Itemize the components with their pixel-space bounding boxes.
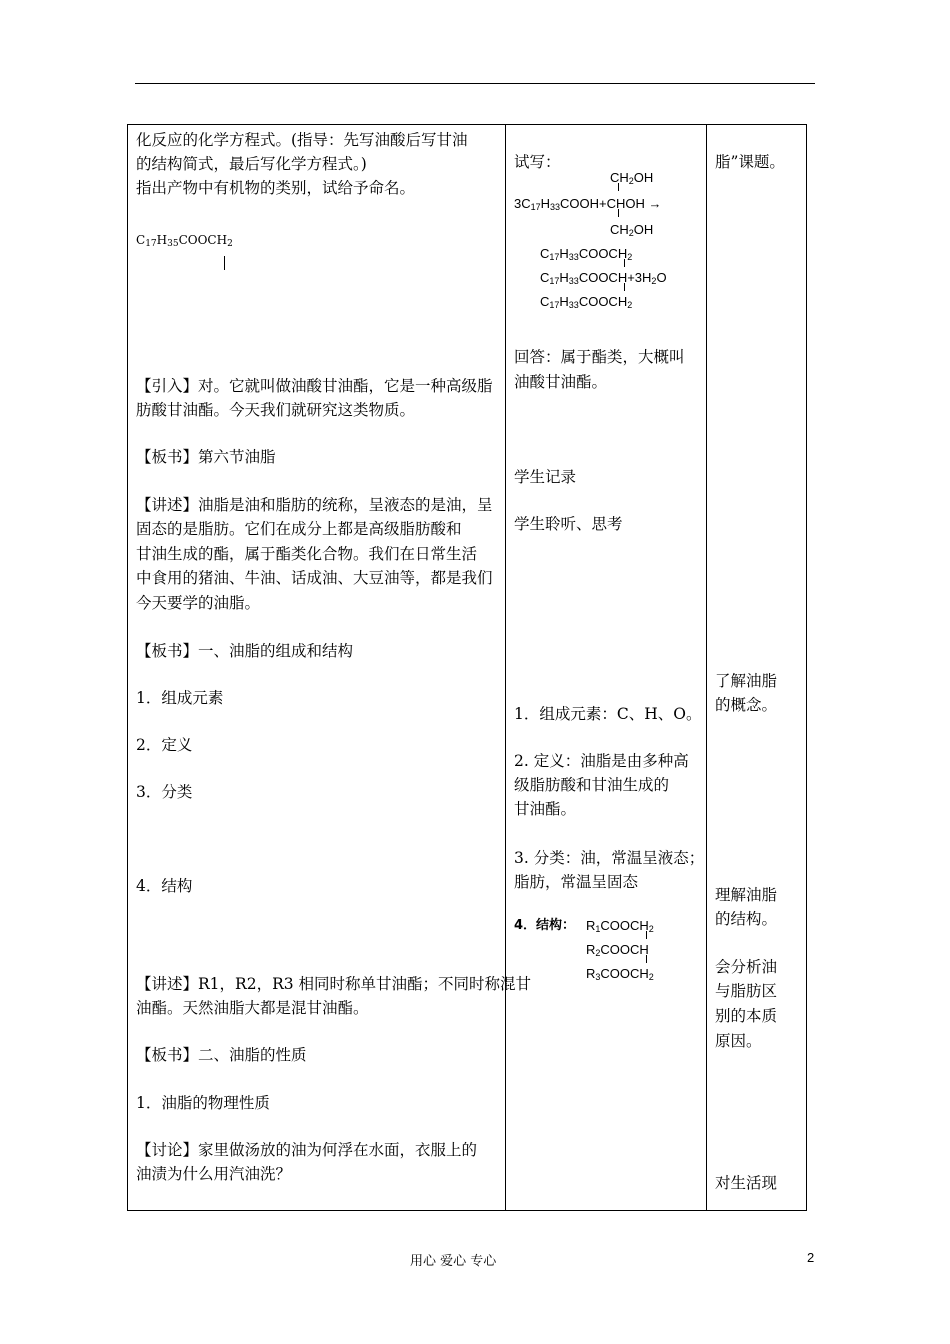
page-number: 2 bbox=[807, 1250, 815, 1265]
jiangshu-text: R1，R2，R3 相同时称单甘油酯；不同时称混甘 bbox=[198, 975, 532, 993]
taolun-text: 家里做汤放的油为何浮在水面，衣服上的 bbox=[198, 1141, 478, 1159]
jiangshu-line: 今天要学的油脂。 bbox=[136, 594, 261, 612]
product-line-2: C17H33COOCH+3H2O bbox=[540, 270, 667, 286]
right-column bbox=[715, 0, 803, 1210]
banshu-text: 一、油脂的组成和结构 bbox=[198, 642, 354, 660]
taolun-line: 油渍为什么用汽油洗？ bbox=[136, 1165, 292, 1183]
footer-motto: 用心 爱心 专心 bbox=[410, 1254, 497, 1269]
structure-line-3: R3COOCH2 bbox=[586, 966, 654, 982]
banshu-tag: 【板书】 bbox=[136, 1046, 199, 1064]
eq-ch2oh-top: CH2OH bbox=[610, 170, 654, 186]
goal-line: 对生活现 bbox=[715, 1174, 778, 1192]
column-divider-2 bbox=[706, 124, 707, 1210]
structure-label: 4．结构： bbox=[514, 918, 576, 933]
yinru-paragraph bbox=[136, 374, 493, 398]
jiangshu-line: 中食用的猪油、牛油、话成油、大豆油等，都是我们 bbox=[136, 569, 493, 587]
goal-line: 原因。 bbox=[715, 1032, 762, 1050]
product-line-3: C17H33COOCH2 bbox=[540, 294, 633, 310]
jiangshu-line: 固态的是脂肪。它们在成分上都是高级脂肪酸和 bbox=[136, 520, 462, 538]
list-item: 4．结构 bbox=[136, 877, 193, 895]
goal-line: 与脂肪区 bbox=[715, 982, 778, 1000]
jiangshu-paragraph bbox=[136, 493, 493, 517]
bond-line bbox=[618, 183, 619, 191]
intro-line: 化反应的化学方程式。(指导：先写油酸后写甘油 bbox=[136, 131, 468, 149]
student-listen: 学生聆听、思考 bbox=[514, 515, 623, 533]
answer-line: 回答：属于酯类，大概叫 bbox=[514, 348, 685, 366]
bond-line bbox=[618, 209, 619, 217]
intro-line: 的结构简式，最后写化学方程式。) bbox=[136, 155, 367, 173]
jiangshu-line: 甘油生成的酯，属于酯类化合物。我们在日常生活 bbox=[136, 545, 478, 563]
goal-line: 的概念。 bbox=[715, 696, 778, 714]
left-column bbox=[136, 0, 532, 1210]
intro-line: 指出产物中有机物的类别，试给予命名。 bbox=[136, 179, 416, 197]
list-item: 1．组成元素 bbox=[136, 689, 224, 707]
jiangshu-text: 油脂是油和脂肪的统称，呈液态的是油，呈 bbox=[198, 496, 493, 514]
banshu-text: 第六节油脂 bbox=[198, 448, 276, 466]
student-record: 学生记录 bbox=[514, 468, 577, 486]
banshu-heading bbox=[136, 639, 353, 663]
banshu-tag: 【板书】 bbox=[136, 642, 199, 660]
topic-end: 脂”课题。 bbox=[715, 153, 785, 171]
definition-line: 2. 定义：油脂是由多种高 bbox=[514, 752, 689, 770]
taolun-paragraph bbox=[136, 1138, 477, 1162]
definition-line: 甘油酯。 bbox=[514, 800, 577, 818]
jiangshu-paragraph bbox=[136, 972, 531, 996]
list-item: 2．定义 bbox=[136, 736, 193, 754]
jiangshu-tag: 【讲述】 bbox=[136, 496, 199, 514]
definition-line: 级脂肪酸和甘油生成的 bbox=[514, 776, 670, 794]
formula-partial: C17H35COOCH2 bbox=[136, 233, 233, 249]
bond-line bbox=[224, 256, 225, 270]
structure-line-2: R2COOCH bbox=[586, 942, 649, 958]
list-item: 1．油脂的物理性质 bbox=[136, 1094, 270, 1112]
answer-line: 油酸甘油酯。 bbox=[514, 373, 608, 391]
goal-line: 了解油脂 bbox=[715, 672, 778, 690]
arrow-icon: → bbox=[648, 196, 662, 211]
middle-column bbox=[514, 0, 705, 1210]
jiangshu-line: 油酯。天然油脂大都是混甘油酯。 bbox=[136, 999, 369, 1017]
yinru-line: 肪酸甘油酯。今天我们就研究这类物质。 bbox=[136, 401, 416, 419]
banshu-tag: 【板书】 bbox=[136, 448, 199, 466]
product-line-1: C17H33COOCH2 bbox=[540, 246, 633, 262]
eq-main: 3C17H33COOH+CHOH → bbox=[514, 196, 662, 212]
list-item: 3．分类 bbox=[136, 783, 193, 801]
eq-ch2oh-bottom: CH2OH bbox=[610, 222, 654, 238]
classification-line: 脂肪，常温呈固态 bbox=[514, 873, 639, 891]
column-divider-1 bbox=[505, 124, 506, 1210]
goal-line: 会分析油 bbox=[715, 958, 778, 976]
banshu-heading bbox=[136, 445, 276, 469]
goal-line: 别的本质 bbox=[715, 1007, 778, 1025]
goal-line: 理解油脂 bbox=[715, 886, 778, 904]
elements-note: 1．组成元素：C、H、O。 bbox=[514, 705, 702, 723]
yinru-tag: 【引入】 bbox=[136, 377, 199, 395]
taolun-tag: 【讨论】 bbox=[136, 1141, 199, 1159]
try-write-label: 试写： bbox=[514, 153, 561, 171]
jiangshu-tag: 【讲述】 bbox=[136, 975, 199, 993]
classification-line: 3. 分类：油，常温呈液态； bbox=[514, 849, 705, 867]
structure-line-1: R1COOCH2 bbox=[586, 918, 654, 934]
banshu-heading bbox=[136, 1043, 307, 1067]
goal-line: 的结构。 bbox=[715, 910, 778, 928]
banshu-text: 二、油脂的性质 bbox=[198, 1046, 307, 1064]
yinru-text: 对。它就叫做油酸甘油酯，它是一种高级脂 bbox=[198, 377, 493, 395]
